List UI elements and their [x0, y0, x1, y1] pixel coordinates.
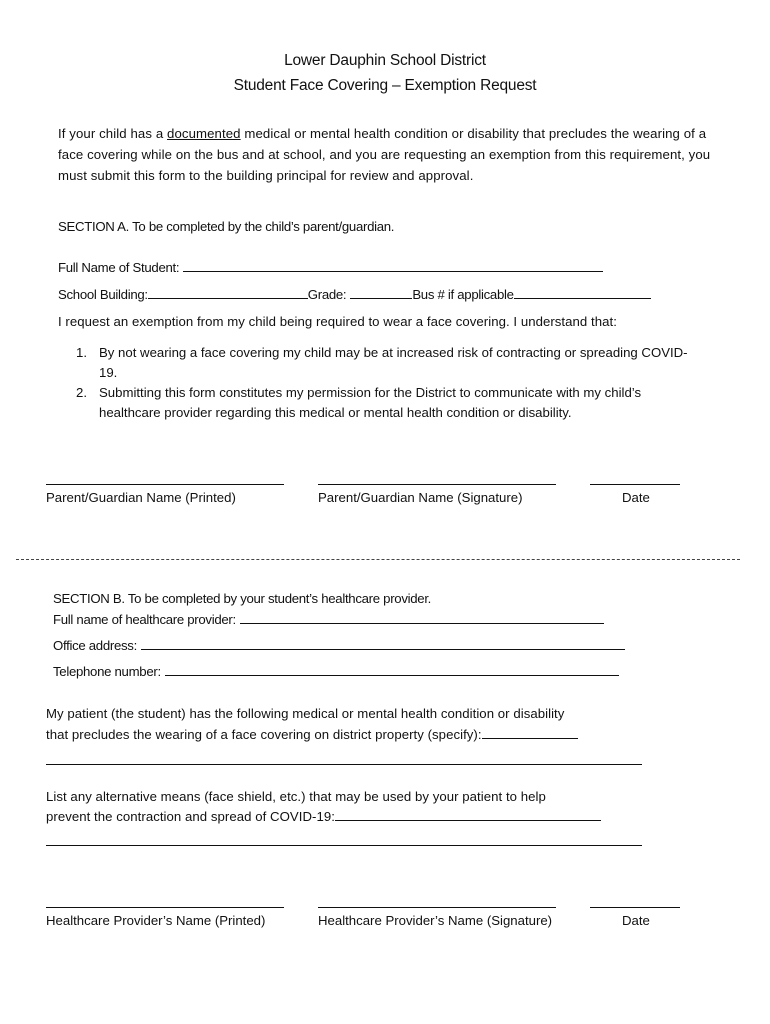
condition-text-line-1: My patient (the student) has the following medical or mental health condition or disability	[46, 706, 565, 721]
list-item-number: 2.	[76, 385, 87, 400]
student-name-label: Full Name of Student:	[58, 260, 180, 275]
condition-specify-line[interactable]	[482, 737, 578, 739]
school-info-row	[58, 287, 651, 302]
alternative-text-line-2: prevent the contraction and spread of COVID-19:	[46, 809, 335, 824]
grade-label: Grade:	[307, 287, 347, 302]
condition-continuation-line[interactable]	[46, 764, 642, 765]
section-b-heading: SECTION B. To be completed by your student’s healthcare provider.	[53, 591, 432, 606]
list-item-number: 1.	[76, 345, 87, 360]
alternative-means-line[interactable]	[335, 819, 601, 821]
student-name-field[interactable]	[58, 260, 603, 275]
office-address-label: Office address:	[53, 638, 137, 653]
telephone-field[interactable]	[53, 664, 619, 679]
parent-signature-label: Parent/Guardian Name (Signature)	[318, 490, 523, 505]
intro-paragraph	[58, 123, 718, 186]
alternative-means-field[interactable]	[46, 809, 601, 824]
parent-signature-line[interactable]	[318, 484, 556, 485]
parent-printed-name-label: Parent/Guardian Name (Printed)	[46, 490, 236, 505]
intro-emphasis: documented	[167, 126, 241, 141]
alternative-continuation-line[interactable]	[46, 845, 642, 846]
telephone-line[interactable]	[165, 674, 619, 676]
acknowledgement-list	[58, 343, 698, 423]
provider-printed-name-line[interactable]	[46, 907, 284, 908]
cut-divider	[16, 559, 740, 560]
condition-text-line-2: that precludes the wearing of a face covering on district property (specify):	[46, 727, 482, 742]
parent-date-line[interactable]	[590, 484, 680, 485]
provider-date-line[interactable]	[590, 907, 680, 908]
student-name-line[interactable]	[183, 270, 603, 272]
list-item-text: Submitting this form constitutes my permission for the District to communicate with my child’s healthcare provider regarding this medical or mental health condition or disability.	[99, 385, 642, 420]
provider-name-label: Full name of healthcare provider:	[53, 612, 236, 627]
list-item	[58, 343, 698, 383]
school-building-line[interactable]	[148, 297, 308, 299]
office-address-field[interactable]	[53, 638, 625, 653]
telephone-label: Telephone number:	[53, 664, 161, 679]
school-building-label: School Building:	[58, 287, 148, 302]
alternative-text-line-1: List any alternative means (face shield, etc.) that may be used by your patient to help	[46, 789, 546, 804]
condition-specify-field[interactable]	[46, 727, 578, 742]
provider-name-line[interactable]	[240, 622, 604, 624]
provider-signature-label: Healthcare Provider’s Name (Signature)	[318, 913, 553, 928]
request-text: I request an exemption from my child being required to wear a face covering. I understand that:	[58, 314, 617, 329]
bus-line[interactable]	[514, 297, 651, 299]
parent-printed-name-line[interactable]	[46, 484, 284, 485]
district-name: Lower Dauphin School District	[284, 52, 486, 69]
section-a-heading: SECTION A. To be completed by the child’s parent/guardian.	[58, 219, 395, 234]
provider-date-label: Date	[622, 913, 650, 928]
list-item	[58, 383, 698, 423]
provider-signature-line[interactable]	[318, 907, 556, 908]
provider-name-field[interactable]	[53, 612, 604, 627]
bus-label: Bus # if applicable	[412, 287, 514, 302]
list-item-text: By not wearing a face covering my child may be at increased risk of contracting or spreading COVID-19.	[99, 345, 688, 380]
intro-text-start: If your child has a	[58, 126, 168, 141]
provider-printed-name-label: Healthcare Provider’s Name (Printed)	[46, 913, 266, 928]
grade-line[interactable]	[350, 297, 412, 299]
office-address-line[interactable]	[141, 648, 625, 650]
parent-date-label: Date	[622, 490, 650, 505]
form-title: Student Face Covering – Exemption Request	[233, 77, 537, 94]
intro-text-rest: medical or mental health condition or disability that precludes the wearing of a face covering while on the bus and at school, and you are requesting an exemption from this requirement, you must submit this form to the building principal for review and approval.	[58, 126, 711, 183]
